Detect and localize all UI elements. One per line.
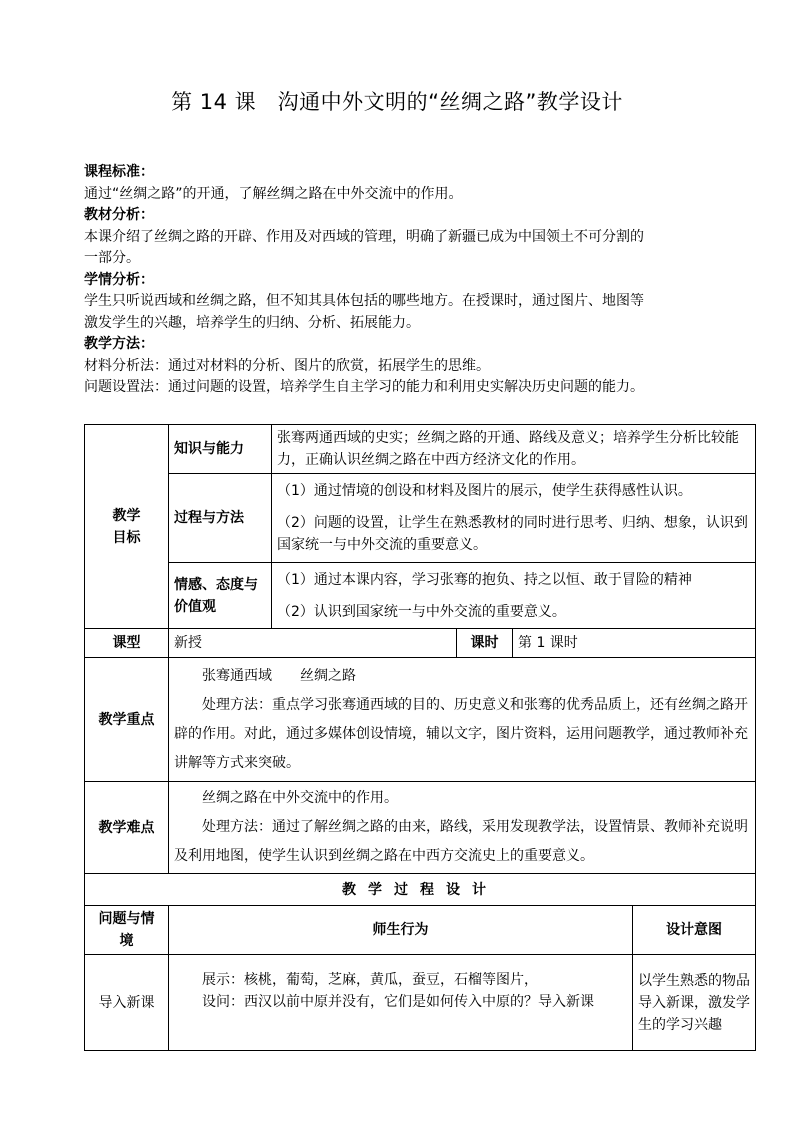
process-text-2: （2）问题的设置，让学生在熟悉教材的同时进行思考、归纳、想象，认识到国家统一与中外交流的重要意义。 — [277, 515, 748, 553]
period-label: 课时 — [457, 629, 513, 658]
key-text-2: 处理方法：重点学习张骞通西域的目的、历史意义和张骞的优秀品质上，还有丝绸之路开辟的作用。对此，通过多媒体创设情境，辅以文字，图片资料，运用问题教学，通过教师补充讲解等方式来突破。 — [174, 696, 748, 771]
emotion-label: 情感、态度与价值观 — [169, 563, 272, 629]
textbook-text-line2: 一部分。 — [84, 250, 140, 266]
methods-text-line2: 问题设置法：通过问题的设置，培养学生自主学习的能力和利用史实解决历史问题的能力。 — [84, 379, 644, 395]
type-value: 新授 — [169, 629, 457, 658]
difficult-cell — [169, 782, 756, 874]
textbook-heading: 教材分析： — [84, 207, 154, 223]
lesson-plan-table — [84, 424, 756, 1051]
row1-action-2: 设问：西汉以前中原并没有，它们是如何传入中原的？导入新课 — [202, 994, 594, 1010]
knowledge-text: 张骞两通西域的史实；丝绸之路的开通、路线及意义；培养学生分析比较能力，正确认识丝绸之路在中西方经济文化的作用。 — [272, 425, 756, 474]
col-issue-header: 问题与情境 — [85, 906, 169, 955]
goals-label: 教学目标 — [85, 425, 169, 629]
period-value: 第 1 课时 — [513, 629, 756, 658]
intro-section — [84, 162, 764, 399]
emotion-text-1: （1）通过本课内容，学习张骞的抱负、持之以恒、敢于冒险的精神 — [277, 571, 692, 588]
students-text-line2: 激发学生的兴趣，培养学生的归纳、分析、拓展能力。 — [84, 314, 420, 331]
key-cell — [169, 658, 756, 782]
key-text-1: 张骞通西域 丝绸之路 — [202, 667, 356, 684]
col-intent-header: 设计意图 — [633, 906, 756, 955]
col-actions-header: 师生行为 — [169, 906, 633, 955]
type-label: 课型 — [85, 629, 169, 658]
knowledge-label: 知识与能力 — [169, 425, 272, 474]
process-label: 过程与方法 — [169, 474, 272, 563]
process-cell — [272, 474, 756, 563]
difficult-text-1: 丝绸之路在中外交流中的作用。 — [202, 790, 398, 806]
row1-intent: 以学生熟悉的物品导入新课，激发学生的学习兴趣 — [633, 955, 756, 1051]
difficult-label: 教学难点 — [85, 782, 169, 874]
textbook-text-line1: 本课介绍了丝绸之路的开辟、作用及对西域的管理，明确了新疆已成为中国领土不可分割的 — [84, 228, 644, 245]
methods-heading: 教学方法： — [84, 336, 154, 352]
methods-text-line1: 材料分析法：通过对材料的分析、图片的欣赏，拓展学生的思维。 — [84, 357, 490, 374]
students-text-line1: 学生只听说西域和丝绸之路，但不知其具体包括的哪些地方。在授课时，通过图片、地图等 — [84, 293, 644, 309]
students-heading: 学情分析： — [84, 271, 154, 288]
emotion-cell — [272, 563, 756, 629]
difficult-text-2: 处理方法：通过了解丝绸之路的由来，路线，采用发现教学法，设置情景、教师补充说明及利用地图，使学生认识到丝绸之路在中西方交流史上的重要意义。 — [174, 819, 748, 864]
standard-heading: 课程标准： — [84, 164, 154, 180]
row1-issue: 导入新课 — [85, 955, 169, 1051]
process-text-1: （1）通过情境的创设和材料及图片的展示，使学生获得感性认识。 — [277, 483, 692, 499]
row1-action-1: 展示：核桃，葡萄，芝麻，黄瓜，蚕豆，石榴等图片， — [202, 972, 538, 988]
emotion-text-2: （2）认识到国家统一与中外交流的重要意义。 — [277, 603, 566, 620]
key-label: 教学重点 — [85, 658, 169, 782]
standard-text: 通过“丝绸之路”的开通，了解丝绸之路在中外交流中的作用。 — [84, 185, 463, 202]
process-design-heading: 教学过程设计 — [85, 874, 756, 906]
page-title: 第 14 课 沟通中外文明的“丝绸之路”教学设计 — [171, 90, 623, 114]
row1-actions — [169, 955, 633, 1051]
